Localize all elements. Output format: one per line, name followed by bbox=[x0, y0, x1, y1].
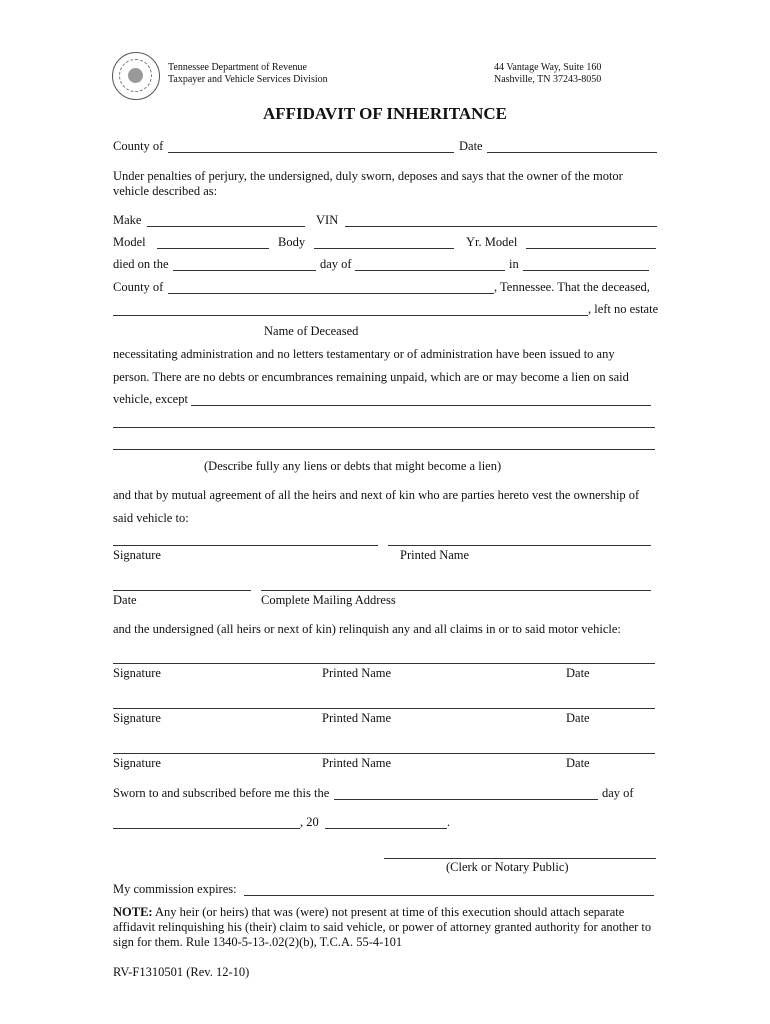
county-label-2: County of bbox=[113, 280, 164, 294]
commission-label: My commission expires: bbox=[113, 882, 237, 896]
note-paragraph bbox=[113, 905, 658, 950]
new-owner-date-field[interactable] bbox=[113, 590, 251, 591]
in-label: in bbox=[509, 257, 519, 271]
heir-1-date-caption: Date bbox=[566, 666, 590, 680]
heir-3-date-caption: Date bbox=[566, 756, 590, 770]
yr-model-label: Yr. Model bbox=[466, 235, 518, 249]
said-vehicle-to-text: said vehicle to: bbox=[113, 511, 189, 525]
day-of-label-2: day of bbox=[602, 786, 634, 800]
note-text: Any heir (or heirs) that was (were) not present at time of this execution should attach separate affidavit relinquishing his (their) claim to said vehicle, or power of attorney granted authority for another to sign for them. Rule 1340-5-13-.02(2)(b), T.C.A. 55-4-101 bbox=[113, 905, 652, 949]
make-label: Make bbox=[113, 213, 142, 227]
twenty-text: , 20 bbox=[300, 815, 319, 829]
period-text: . bbox=[447, 815, 451, 829]
vehicle-except-label: vehicle, except bbox=[113, 392, 188, 406]
commission-field[interactable] bbox=[244, 895, 654, 896]
tennessee-text: , Tennessee. That the deceased, bbox=[494, 280, 650, 294]
heir-3-signature-line[interactable] bbox=[113, 753, 655, 754]
heir-2-printed-name-caption: Printed Name bbox=[322, 711, 392, 725]
vin-field[interactable] bbox=[345, 226, 657, 227]
death-month-field[interactable] bbox=[355, 270, 505, 271]
county-label: County of bbox=[113, 139, 164, 153]
day-of-label: day of bbox=[320, 257, 352, 271]
liens-field-2[interactable] bbox=[113, 427, 655, 428]
relinquish-text: and the undersigned (all heirs or next of kin) relinquish any and all claims in or to said motor vehicle: bbox=[113, 622, 621, 636]
note-label: NOTE: bbox=[113, 905, 153, 919]
model-label: Model bbox=[113, 235, 146, 249]
sworn-day-field[interactable] bbox=[334, 799, 598, 800]
sworn-month-field[interactable] bbox=[113, 828, 300, 829]
county-field-2[interactable] bbox=[168, 293, 494, 294]
intro-paragraph: Under penalties of perjury, the undersigned, duly sworn, deposes and says that the owner of the motor vehicle described as: bbox=[113, 169, 623, 198]
form-number: RV-F1310501 (Rev. 12-10) bbox=[113, 965, 250, 979]
signature-caption: Signature bbox=[113, 548, 161, 562]
clerk-caption: (Clerk or Notary Public) bbox=[446, 860, 569, 874]
date-caption: Date bbox=[113, 593, 137, 607]
new-owner-signature-field[interactable] bbox=[113, 545, 378, 546]
form-title: AFFIDAVIT OF INHERITANCE bbox=[262, 104, 508, 123]
date-field[interactable] bbox=[487, 152, 657, 153]
heir-1-signature-caption: Signature bbox=[113, 666, 161, 680]
name-of-deceased-caption: Name of Deceased bbox=[264, 324, 359, 338]
make-field[interactable] bbox=[147, 226, 305, 227]
heir-1-printed-name-caption: Printed Name bbox=[322, 666, 392, 680]
address-line-2: Nashville, TN 37243-8050 bbox=[494, 74, 602, 85]
tennessee-state-seal-icon bbox=[112, 52, 160, 100]
heir-3-signature-caption: Signature bbox=[113, 756, 161, 770]
yr-model-field[interactable] bbox=[526, 248, 656, 249]
address-line-1: 44 Vantage Way, Suite 160 bbox=[494, 62, 602, 73]
heir-2-signature-line[interactable] bbox=[113, 708, 655, 709]
dept-line-2: Taxpayer and Vehicle Services Division bbox=[168, 74, 328, 85]
model-field[interactable] bbox=[157, 248, 269, 249]
death-year-field[interactable] bbox=[523, 270, 649, 271]
new-owner-printed-name-field[interactable] bbox=[388, 545, 651, 546]
left-no-estate-text: , left no estate bbox=[588, 302, 659, 316]
describe-liens-caption: (Describe fully any liens or debts that might become a lien) bbox=[204, 459, 502, 473]
heir-2-date-caption: Date bbox=[566, 711, 590, 725]
new-owner-address-field[interactable] bbox=[261, 590, 651, 591]
dept-line-1: Tennessee Department of Revenue bbox=[168, 62, 307, 73]
sworn-text: Sworn to and subscribed before me this the bbox=[113, 786, 330, 800]
died-on-label: died on the bbox=[113, 257, 169, 271]
liens-field-3[interactable] bbox=[113, 449, 655, 450]
printed-name-caption: Printed Name bbox=[400, 548, 470, 562]
heir-3-printed-name-caption: Printed Name bbox=[322, 756, 392, 770]
liens-field-1[interactable] bbox=[191, 405, 651, 406]
heir-1-signature-line[interactable] bbox=[113, 663, 655, 664]
necessitating-text: necessitating administration and no letters testamentary or of administration have been issued to any bbox=[113, 347, 615, 361]
sworn-year-field[interactable] bbox=[325, 828, 447, 829]
deceased-name-field[interactable] bbox=[113, 315, 588, 316]
clerk-signature-field[interactable] bbox=[384, 858, 656, 859]
body-label: Body bbox=[278, 235, 306, 249]
mailing-address-caption: Complete Mailing Address bbox=[261, 593, 396, 607]
vin-label: VIN bbox=[316, 213, 339, 227]
mutual-agreement-text: and that by mutual agreement of all the heirs and next of kin who are parties hereto vest the ownership of bbox=[113, 488, 640, 502]
person-text: person. There are no debts or encumbrances remaining unpaid, which are or may become a lien on said bbox=[113, 370, 629, 384]
heir-2-signature-caption: Signature bbox=[113, 711, 161, 725]
county-field[interactable] bbox=[168, 152, 454, 153]
body-field[interactable] bbox=[314, 248, 454, 249]
death-day-field[interactable] bbox=[173, 270, 316, 271]
date-label: Date bbox=[459, 139, 483, 153]
